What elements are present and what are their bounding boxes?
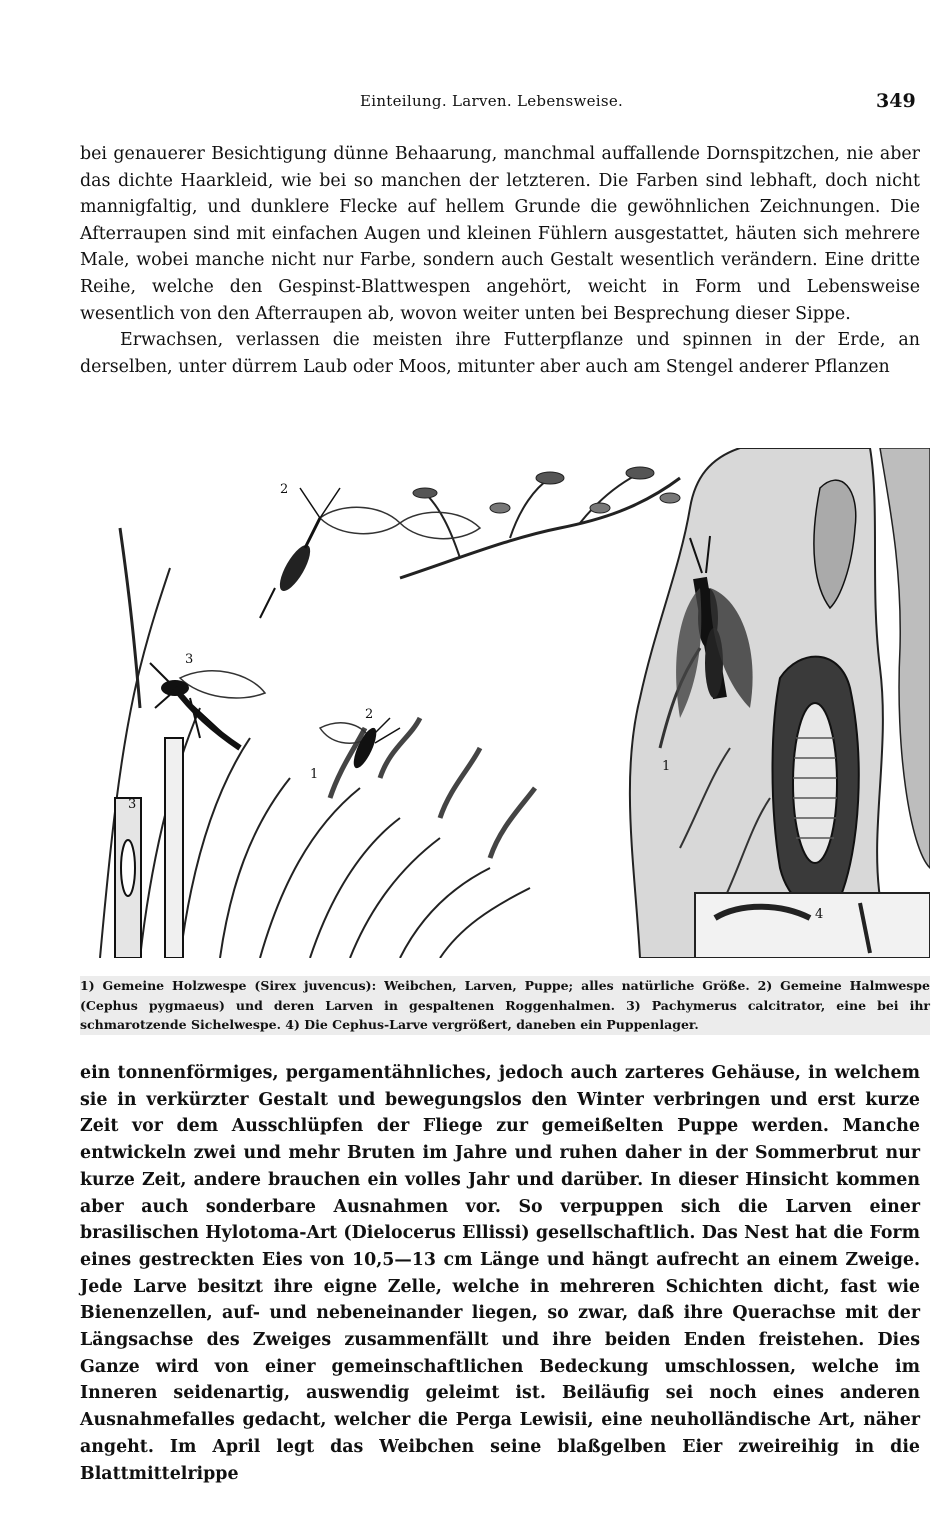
running-title: Einteilung. Larven. Lebensweise.: [360, 92, 624, 110]
figure-caption: [80, 976, 930, 1035]
paragraph-2: Erwachsen, verlassen die meisten ihre Futterpflanze und spinnen in der Erde, an derselben, unter dürrem Laub oder Moos, mitunter aber auch am Stengel anderer Pflanzen: [80, 330, 920, 377]
label-3-flying: 2: [280, 482, 289, 497]
paragraph-1: bei genauerer Besichtigung dünne Behaarung, manchmal auffallende Dornspitzchen, nie aber das dichte Haarkleid, wie bei so manchen der letzteren. Die Farben sind lebhaft, doch nicht mannigfaltig, und dunklere Flecke auf hellem Grunde die gewöhnlichen Zeichnungen. Die Afterraupen sind mit einfachen Augen und kleinen Fühlern ausgestattet, häuten sich mehrere Male, wobei manche nicht nur Farbe, sondern auch Gestalt wesentlich verändern. Eine dritte Reihe, welche den Gespinst-Blattwespen angehört, weicht in Form und Lebensweise wesentlich von den Afterraupen ab, wovon weiter unten bei Besprechung dieser Sippe.: [80, 144, 920, 324]
running-head: [0, 92, 950, 118]
label-4-inset: 4: [815, 907, 824, 922]
body-text-bottom: [80, 1060, 920, 1487]
label-2-stalk: 3: [128, 797, 137, 812]
label-1-small: 1: [310, 767, 319, 782]
wasp-illustration: [80, 448, 930, 958]
inset-drawing: [695, 893, 930, 958]
page-number: 349: [876, 90, 916, 112]
label-1-tree: 1: [662, 759, 671, 774]
label-2-stem: 2: [365, 707, 374, 722]
paragraph-3: ein tonnenförmiges, pergamentähnliches, jedoch auch zarteres Gehäuse, in welchem sie in verkürzter Gestalt und bewegungslos den Winter verbringen und erst kurze Zeit vor dem Ausschlüpfen der Fliege zur gemeißelten Puppe werden. Manche entwickeln zwei und mehr Bruten im Jahre und ruhen daher in der Sommerbrut nur kurze Zeit, andere brauchen ein volles Jahr und darüber. In dieser Hinsicht kommen aber auch sonderbare Ausnahmen vor. So verpuppen sich die Larven einer brasilischen Hylotoma-Art (Dielocerus Ellissi) gesellschaftlich. Das Nest hat die Form eines gestreckten Eies von 10,5—13 cm Länge und hängt aufrecht an einem Zweige. Jede Larve besitzt ihre eigne Zelle, welche in mehreren Schichten dicht, fast wie Bienenzellen, auf- und nebeneinander liegen, so zwar, daß ihre Querachse mit der Längsachse des Zweiges zusammenfällt und ihre beiden Enden freistehen. Dies Ganze wird von einer gemeinschaftlichen Bedeckung umschlossen, welche im Inneren seidenartig, auswendig geleimt ist. Beiläufig sei noch eines anderen Ausnahmefalles gedacht, welcher die Perga Lewisii, eine neuholländische Art, näher angeht. Im April legt das Weibchen seine blaßgelben Eier zweireihig in die Blattmittelrippe: [80, 1063, 920, 1484]
body-text-top: [80, 141, 920, 380]
caption-text: 1) Gemeine Holzwespe (Sirex juvencus): Weibchen, Larven, Puppe; alles natürliche Größe. 2) Gemeine Halmwespe (Cephus pygmaeus) und deren Larven in gespaltenen Roggenhalmen. 3) Pachymerus calcitrator, eine bei ihr schmarotzende Sichelwespe. 4) Die Cephus-Larve vergrößert, daneben ein Puppenlager.: [80, 978, 930, 1032]
label-3-grass: 3: [185, 652, 194, 667]
